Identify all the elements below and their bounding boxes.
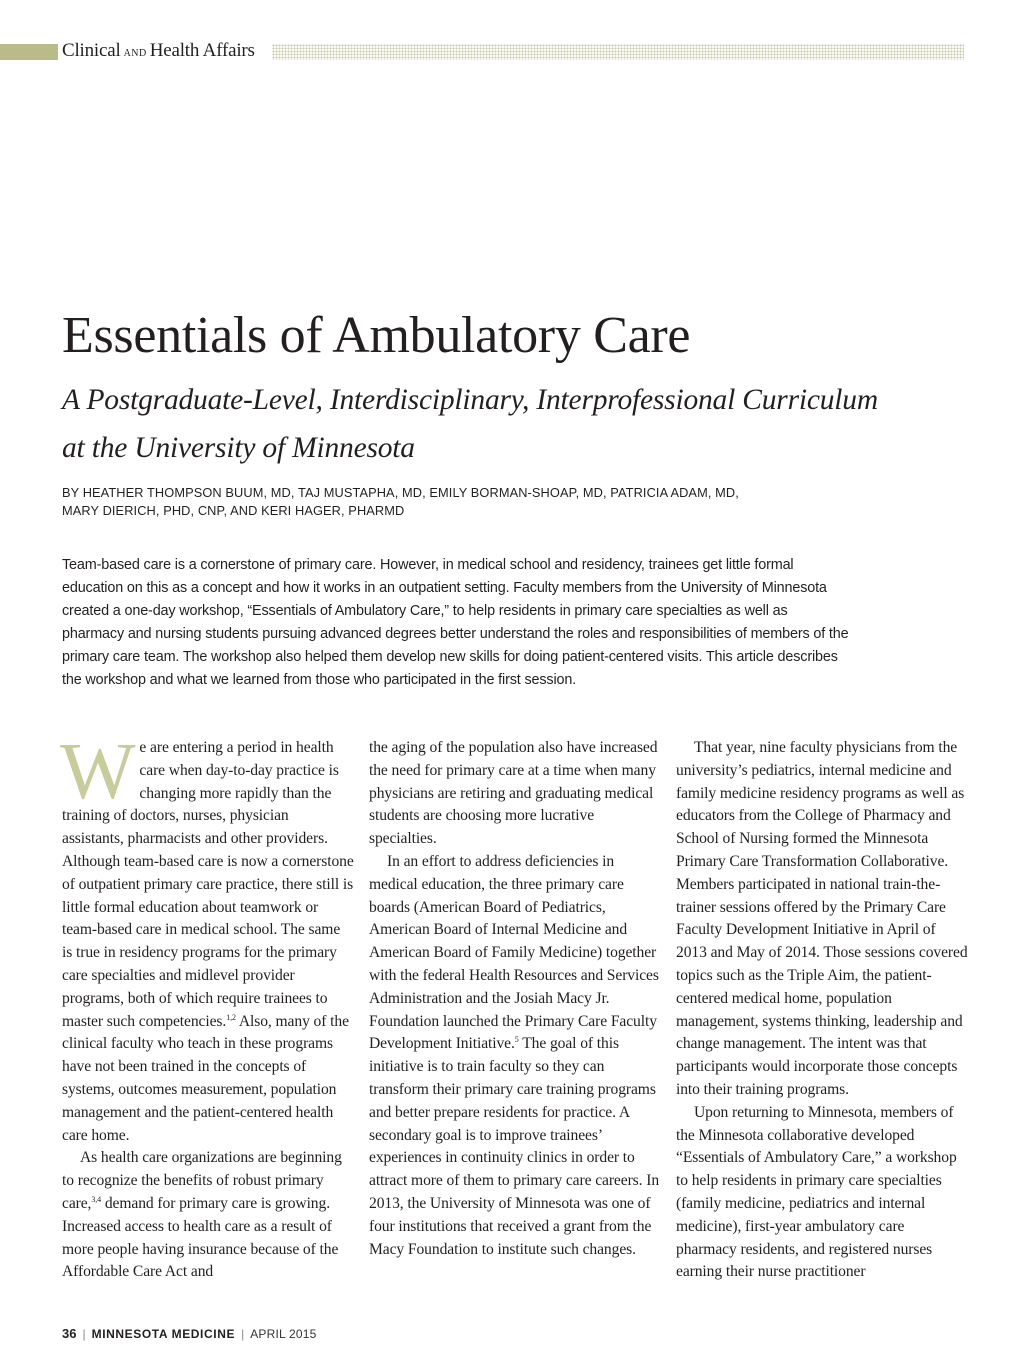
col2-p2-text: In an effort to address deficiencies in medical education, the three primary care boards (American Board of Pediatrics, American Board of Internal Medicine and American Board of Family Medicine) together with the federal Health Resources and Services Administration and the Josiah Macy Jr. Foundation launched the Primary Care Faculty Development Initiative.	[369, 852, 659, 1053]
col1-p2-text: As health care organizations are beginning to recognize the benefits of robust primary care,	[62, 1149, 342, 1212]
footer-separator-2: |	[241, 1327, 245, 1341]
subtitle-line-2: at the University of Minnesota	[62, 432, 415, 464]
citation-5: 5	[514, 1035, 519, 1045]
page-footer	[62, 1326, 316, 1341]
body-column-3	[676, 737, 968, 1284]
author-byline	[62, 484, 842, 520]
magazine-name: MINNESOTA MEDICINE	[91, 1327, 236, 1341]
col2-p2-text-cont: The goal of this initiative is to train faculty so they can transform their primary care training programs and better prepare residents for practice. A secondary goal is to improve trainees’ experiences in continuity clinics in order to attract more of them to primary care careers. In 2013, the University of Minnesota was one of four institutions that received a grant from the Macy Foundation to institute such changes.	[369, 1035, 660, 1258]
col1-paragraph-2	[62, 1147, 354, 1284]
drop-cap: W	[60, 728, 136, 816]
article-title: Essentials of Ambulatory Care	[62, 307, 691, 364]
body-column-2	[369, 737, 661, 1261]
section-color-bar	[0, 44, 58, 60]
header-dot-pattern	[272, 44, 964, 60]
col3-paragraph-1: That year, nine faculty physicians from the university’s pediatrics, internal medicine and family medicine residency programs as well as educators from the College of Pharmacy and School of Nursing formed the Minnesota Primary Care Transformation Collaborative. Members participated in national train-the-trainer sessions offered by the Primary Care Faculty Development Initiative in April of 2013 and May of 2014. Those sessions covered topics such as the Triple Aim, the patient-centered medical home, population management, systems thinking, leadership and change management. The intent was that participants would incorporate those concepts into their training programs.	[676, 739, 968, 1098]
footer-separator-1: |	[82, 1327, 86, 1341]
col2-paragraph-1: the aging of the population also have increased the need for primary care at a time when many physicians are retiring and graduating medical students are choosing more lucrative specialties.	[369, 739, 658, 848]
byline-line-1: BY HEATHER THOMPSON BUUM, MD, TAJ MUSTAPHA, MD, EMILY BORMAN-SHOAP, MD, PATRICIA ADAM, MD,	[62, 485, 739, 500]
page-number: 36	[62, 1326, 77, 1341]
citation-3-4: 3,4	[91, 1194, 102, 1204]
section-name-part2: Health Affairs	[149, 40, 255, 61]
col1-p1-text-cont: Also, many of the clinical faculty who teach in these programs have not been trained in the concepts of systems, outcomes measurement, population management and the patient-centered health care home.	[62, 1012, 349, 1144]
body-column-1	[60, 728, 354, 1284]
col3-paragraph-2: Upon returning to Minnesota, members of the Minnesota collaborative developed “Essentials of Ambulatory Care,” a workshop to help residents in primary care specialties (family medicine, pediatrics and internal medicine), first-year ambulatory care pharmacy residents, and registered nurses earning their nurse practitioner	[676, 1103, 957, 1281]
byline-line-2: MARY DIERICH, PHD, CNP, AND KERI HAGER, PHARMD	[62, 503, 405, 518]
col1-paragraph-1	[60, 728, 354, 1147]
subtitle-line-1: A Postgraduate-Level, Interdisciplinary, Interprofessional Curriculum	[62, 384, 878, 416]
citation-1-2: 1,2	[226, 1012, 236, 1022]
article-abstract: Team-based care is a cornerstone of primary care. However, in medical school and residency, trainees get little formal education on this as a concept and how it works in an outpatient setting. Faculty members from the University of Minnesota created a one-day workshop, “Essentials of Ambulatory Care,” to help residents in primary care specialties as well as pharmacy and nursing students pursuing advanced degrees better understand the roles and responsibilities of members of the primary care team. The workshop also helped them develop new skills for doing patient-centered visits. This article describes the workshop and what we learned from those who participated in the first session.	[62, 557, 849, 688]
col1-p1-text: e are entering a period in health care when day-to-day practice is changing more rapidly than the training of doctors, nurses, physician assistants, pharmacists and other providers. Although team-based care is now a cornerstone of outpatient primary care practice, there still is little formal education about teamwork or team-based care in medical school. The same is true in residency programs for the primary care specialties and midlevel provider programs, both of which require trainees to master such competencies.	[62, 739, 354, 1030]
col2-paragraph-2	[369, 851, 661, 1261]
section-name-part1: Clinical	[62, 40, 121, 61]
article-subtitle	[62, 376, 962, 472]
section-header	[62, 40, 255, 62]
issue-date: APRIL 2015	[250, 1327, 317, 1341]
col1-p2-text-cont: demand for primary care is growing. Increased access to health care as a result of more people having insurance because of the Affordable Care Act and	[62, 1194, 339, 1281]
section-name-and: AND	[123, 48, 147, 59]
